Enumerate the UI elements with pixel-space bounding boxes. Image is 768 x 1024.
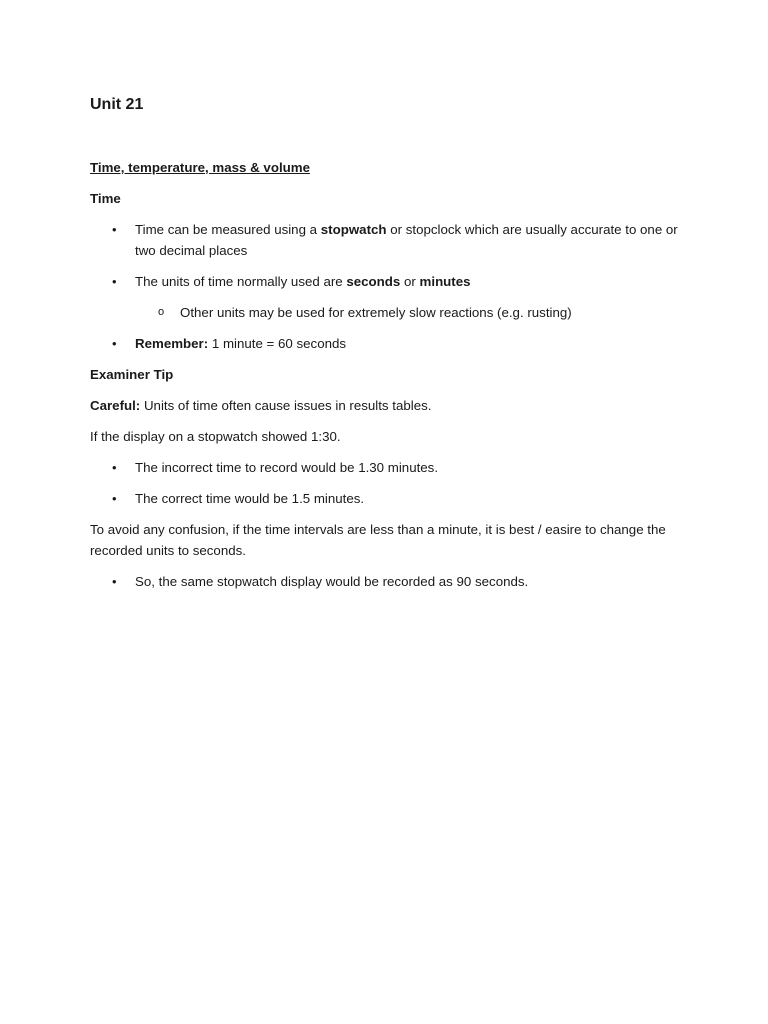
sub-bullet-text: Other units may be used for extremely slow reactions (e.g. rusting) xyxy=(180,305,572,320)
bullet-text: So, the same stopwatch display would be recorded as 90 seconds. xyxy=(135,574,529,589)
bullet-text: The incorrect time to record would be 1.30 minutes. xyxy=(135,460,439,475)
remember-text: 1 minute = 60 seconds xyxy=(208,336,347,351)
bullet-icon: • xyxy=(112,336,117,351)
sub-bullet-list xyxy=(90,302,680,323)
careful-text: Units of time often cause issues in results tables. xyxy=(140,398,432,413)
unit-title: Unit 21 xyxy=(90,96,144,113)
bullet-text: or stopclock which are usually accurate to one or two decimal places xyxy=(135,222,678,258)
avoid-confusion-paragraph: To avoid any confusion, if the time intervals are less than a minute, it is best / easire to change the recorded units to seconds. xyxy=(90,522,666,558)
list-item xyxy=(90,333,680,354)
bullet-icon: • xyxy=(112,274,117,289)
section-title: Time, temperature, mass & volume xyxy=(90,160,310,175)
sub-bullet-icon: o xyxy=(158,306,165,318)
bullet-bold-text: stopwatch xyxy=(320,222,387,237)
bullet-icon: • xyxy=(112,491,117,506)
bullet-text: or xyxy=(400,274,420,289)
document-content xyxy=(90,94,680,602)
time-bullet-list xyxy=(90,219,680,292)
careful-paragraph xyxy=(90,395,680,416)
tip-bullet-list xyxy=(90,457,680,509)
careful-label: Careful: xyxy=(90,398,141,413)
bullet-icon: • xyxy=(112,222,117,237)
final-bullet-list xyxy=(90,571,680,592)
examiner-tip-heading: Examiner Tip xyxy=(90,367,174,382)
display-paragraph: If the display on a stopwatch showed 1:30. xyxy=(90,429,341,444)
bullet-text: The correct time would be 1.5 minutes. xyxy=(135,491,365,506)
list-item xyxy=(90,488,680,509)
bullet-icon: • xyxy=(112,574,117,589)
bullet-text: The units of time normally used are xyxy=(135,274,347,289)
list-item xyxy=(90,271,680,292)
remember-label: Remember: xyxy=(135,336,209,351)
time-heading: Time xyxy=(90,191,121,206)
bullet-bold-text: seconds xyxy=(346,274,401,289)
list-item xyxy=(90,219,680,261)
remember-bullet-list xyxy=(90,333,680,354)
list-item xyxy=(90,571,680,592)
list-item xyxy=(90,302,680,323)
bullet-text: Time can be measured using a xyxy=(135,222,321,237)
bullet-bold-text: minutes xyxy=(419,274,471,289)
list-item xyxy=(90,457,680,478)
bullet-icon: • xyxy=(112,460,117,475)
